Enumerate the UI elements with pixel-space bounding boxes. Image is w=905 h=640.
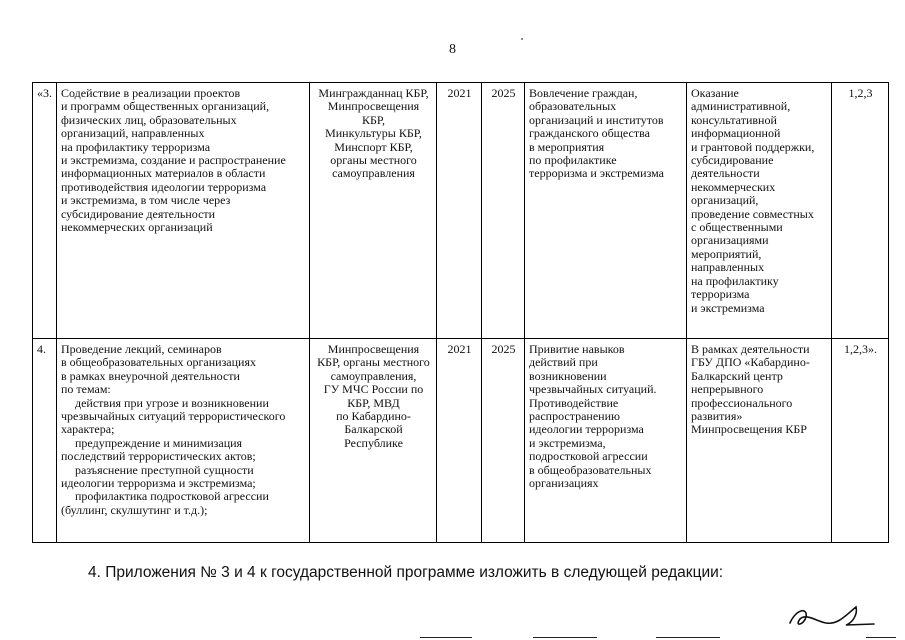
activity-line: субсидирование деятельности [61,206,216,221]
result-line: и экстремизма, [529,435,606,450]
result-line: гражданского общества [529,126,650,141]
support-line: проведение совместных [691,206,814,221]
table-row [33,339,889,543]
executor-line: КБР, органы местного [317,355,430,370]
signature-line [656,637,720,638]
support-line: и грантовой поддержки, [691,139,815,154]
activity-line: некоммерческих организаций [61,220,213,235]
row-number: 4. [33,339,57,543]
executor-line: Минспорт КБР, [334,139,413,154]
activity-cell [57,339,310,543]
executor-line: Минпросвещения [327,342,420,356]
support-line: В рамках деятельности [691,342,810,356]
executors-cell [310,339,437,543]
activity-line: последствий террористических актов; [61,449,256,464]
support-line: административной, [691,99,791,114]
activity-line: и экстремизма, создание и распространение [61,153,286,168]
support-line: консультативной [691,112,777,127]
result-line: по профилактике [529,153,617,168]
row-number: «3. [33,83,57,339]
activity-line: чрезвычайных ситуаций террористического [61,409,286,424]
support-line: терроризма [691,287,750,302]
support-line: Минпросвещения КБР [691,422,807,437]
result-cell [525,339,687,543]
activity-line: Проведение лекций, семинаров [61,342,222,356]
executor-line: КБР, МВД [347,395,400,410]
result-line: Вовлечение граждан, [529,86,638,100]
page-number: 8 [449,42,456,57]
support-line: профессионального [691,395,793,410]
executor-line: Минпросвещения [327,99,420,114]
result-cell [525,83,687,339]
result-line: чрезвычайных ситуаций. [529,382,657,397]
support-line: деятельности [691,166,760,181]
result-line: распространению [529,409,620,424]
result-line: возникновении [529,368,607,383]
indicators-cell: 1,2,3». [832,339,889,543]
year-start-cell: 2021 [437,83,482,339]
executor-line: Балкарской [344,422,403,437]
support-line: с общественными [691,220,783,235]
support-line: субсидирование [691,153,774,168]
support-line: ГБУ ДПО «Кабардино- [691,355,810,370]
support-cell [687,339,832,543]
activity-line: Содействие в реализации проектов [61,86,241,100]
support-cell [687,83,832,339]
signature-line [533,637,597,638]
executor-line: КБР, [361,112,386,127]
activity-line: в рамках внеурочной деятельности [61,368,240,383]
executor-line: Республике [344,435,403,450]
support-line: организациями [691,233,769,248]
activity-line: и программ общественных организаций, [61,99,270,114]
activity-line: профилактика подростковой агрессии [75,489,269,504]
activity-line: идеологии терроризма и экстремизма; [61,476,256,491]
amendment-paragraph: 4. Приложения № 3 и 4 к государственной программе изложить в следующей редакции: [88,564,724,581]
result-line: образовательных [529,99,617,114]
result-line: действий при [529,355,598,370]
executor-line: по Кабардино- [336,409,411,424]
program-table [32,82,889,543]
support-line: непрерывного [691,382,764,397]
activity-line: и экстремизма, в том числе через [61,193,231,208]
support-line: и экстремизма [691,300,765,315]
executor-line: органы местного [330,153,417,168]
result-line: в мероприятия [529,139,605,154]
result-line: организаций и институтов [529,112,664,127]
support-line: организаций, [691,193,759,208]
activity-line: информационных материалов в области [61,166,266,181]
activity-line: противодействия идеологии терроризма [61,179,267,194]
result-line: идеологии терроризма [529,422,644,437]
result-line: организациях [529,476,599,491]
year-end-cell: 2025 [482,339,525,543]
activity-line: разъяснение преступной сущности [75,462,254,477]
signature [786,601,876,631]
table-row [33,83,889,339]
activity-line: организаций, направленных [61,126,205,141]
activity-line: по темам: [61,382,111,397]
result-line: подростковой агрессии [529,449,648,464]
activity-line: предупреждение и минимизация [75,435,243,450]
year-start-cell: 2021 [437,339,482,543]
support-line: Оказание [691,86,739,100]
activity-line: в общеобразовательных организациях [61,355,256,370]
executor-line: самоуправления, [330,368,417,383]
indicators-cell: 1,2,3 [832,83,889,339]
executors-cell [310,83,437,339]
activity-line: на профилактику терроризма [61,139,211,154]
signature-line [866,637,896,638]
support-line: на профилактику [691,273,779,288]
executor-line: самоуправления [332,166,415,181]
support-line: направленных [691,260,765,275]
result-line: терроризма и экстремизма [529,166,664,181]
executor-line: ГУ МЧС России по [323,382,424,397]
support-line: некоммерческих [691,179,776,194]
signature-line [420,637,472,638]
activity-line: действия при угрозе и возникновении [75,395,269,410]
result-line: Привитие навыков [529,342,625,356]
activity-line: физических лиц, образовательных [61,112,237,127]
support-line: Балкарский центр [691,368,783,383]
support-line: развития» [691,409,743,424]
support-line: информационной [691,126,781,141]
result-line: в общеобразовательных [529,462,652,477]
year-end-cell: 2025 [482,83,525,339]
activity-line: характера; [61,422,115,437]
executor-line: Минкультуры КБР, [325,126,422,141]
speck [521,38,523,40]
result-line: Противодействие [529,395,619,410]
activity-line: (буллинг, скулшутинг и т.д.); [61,502,208,517]
support-line: мероприятий, [691,246,762,261]
executor-line: Мингражданнац КБР, [318,86,429,100]
activity-cell [57,83,310,339]
